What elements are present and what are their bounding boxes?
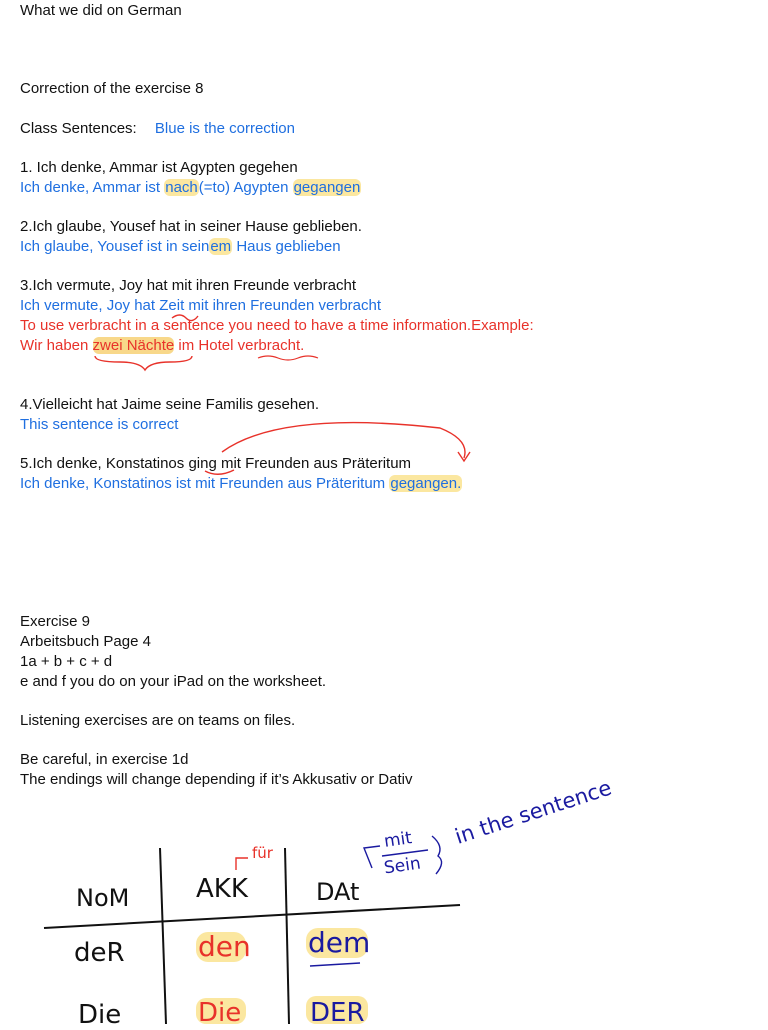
in-the-sentence-note: in the sentence <box>452 775 615 849</box>
sentence-original-3: 3.Ich vermute, Joy hat mit ihren Freunde verbracht <box>20 277 356 294</box>
note-line-1: To use verbracht in a sentence you need to have a time information.Example: <box>20 317 534 334</box>
sentence-original-5: 5.Ich denke, Konstatinos ging mit Freunden aus Präteritum <box>20 455 412 472</box>
endings-note: The endings will change depending if it’s Akkusativ or Dativ <box>20 771 413 788</box>
sentence-original-4: 4.Vielleicht hat Jaime seine Familis gesehen. <box>20 396 320 413</box>
sentence-original-2: 2.Ich glaube, Yousef hat in seiner Hause geblieben. <box>20 218 362 235</box>
note-text: Wir haben <box>20 337 93 354</box>
sentence-correction-4: This sentence is correct <box>20 416 179 433</box>
highlighted-word: gegangen <box>293 179 361 196</box>
header-dat: DAt <box>316 878 360 906</box>
note-text: im Hotel verbracht. <box>174 337 305 354</box>
row2-dat: DER <box>310 998 365 1028</box>
correction-text: Ich vermute, Joy hat <box>20 297 160 314</box>
sentence-original-1: 1. Ich denke, Ammar ist Agypten gegehen <box>20 159 298 176</box>
correction-text: Ich denke, Konstatinos ist mit Freunden aus Präteritum <box>20 475 390 492</box>
highlighted-word: zwei Nächte <box>92 337 175 354</box>
correction-text: mit ihren Freunden verbracht <box>184 297 382 314</box>
highlighted-word: Zeit <box>159 297 185 314</box>
correction-text: Ich denke, Ammar ist <box>20 179 165 196</box>
row1-nom: deR <box>74 938 125 968</box>
highlighted-word: gegangen. <box>390 475 462 492</box>
listening-note: Listening exercises are on teams on files. <box>20 712 296 729</box>
exercise9-parts: 1a + b + c + d <box>20 653 113 670</box>
exercise9-title: Exercise 9 <box>20 613 91 630</box>
fuer-note: für <box>252 844 273 862</box>
row2-akk: Die <box>198 998 242 1028</box>
row1-akk: den <box>198 930 251 963</box>
exercise9-ipad: e and f you do on your iPad on the worksheet. <box>20 673 327 690</box>
header-akk: AKK <box>196 874 248 904</box>
careful-note: Be careful, in exercise 1d <box>20 751 189 768</box>
sein-note: Sein <box>382 853 422 879</box>
correction-text: Ich glaube, Yousef ist in sein <box>20 238 210 255</box>
row1-dat: dem <box>308 926 371 959</box>
legend-text: Blue is the correction <box>154 120 295 137</box>
row2-nom: Die <box>78 1000 122 1030</box>
correction-text: (=to) Agypten <box>198 179 293 196</box>
exercise9-book: Arbeitsbuch Page 4 <box>20 633 151 650</box>
highlighted-word: nach <box>165 179 198 196</box>
correction-text: Haus geblieben <box>232 238 341 255</box>
class-sentences-label: Class Sentences: <box>20 120 137 137</box>
highlighted-word: em <box>210 238 232 255</box>
mit-note: mit <box>382 828 414 852</box>
correction-heading: Correction of the exercise 8 <box>20 80 204 97</box>
page-title: What we did on German <box>20 2 182 19</box>
header-nom: NoM <box>76 884 130 912</box>
